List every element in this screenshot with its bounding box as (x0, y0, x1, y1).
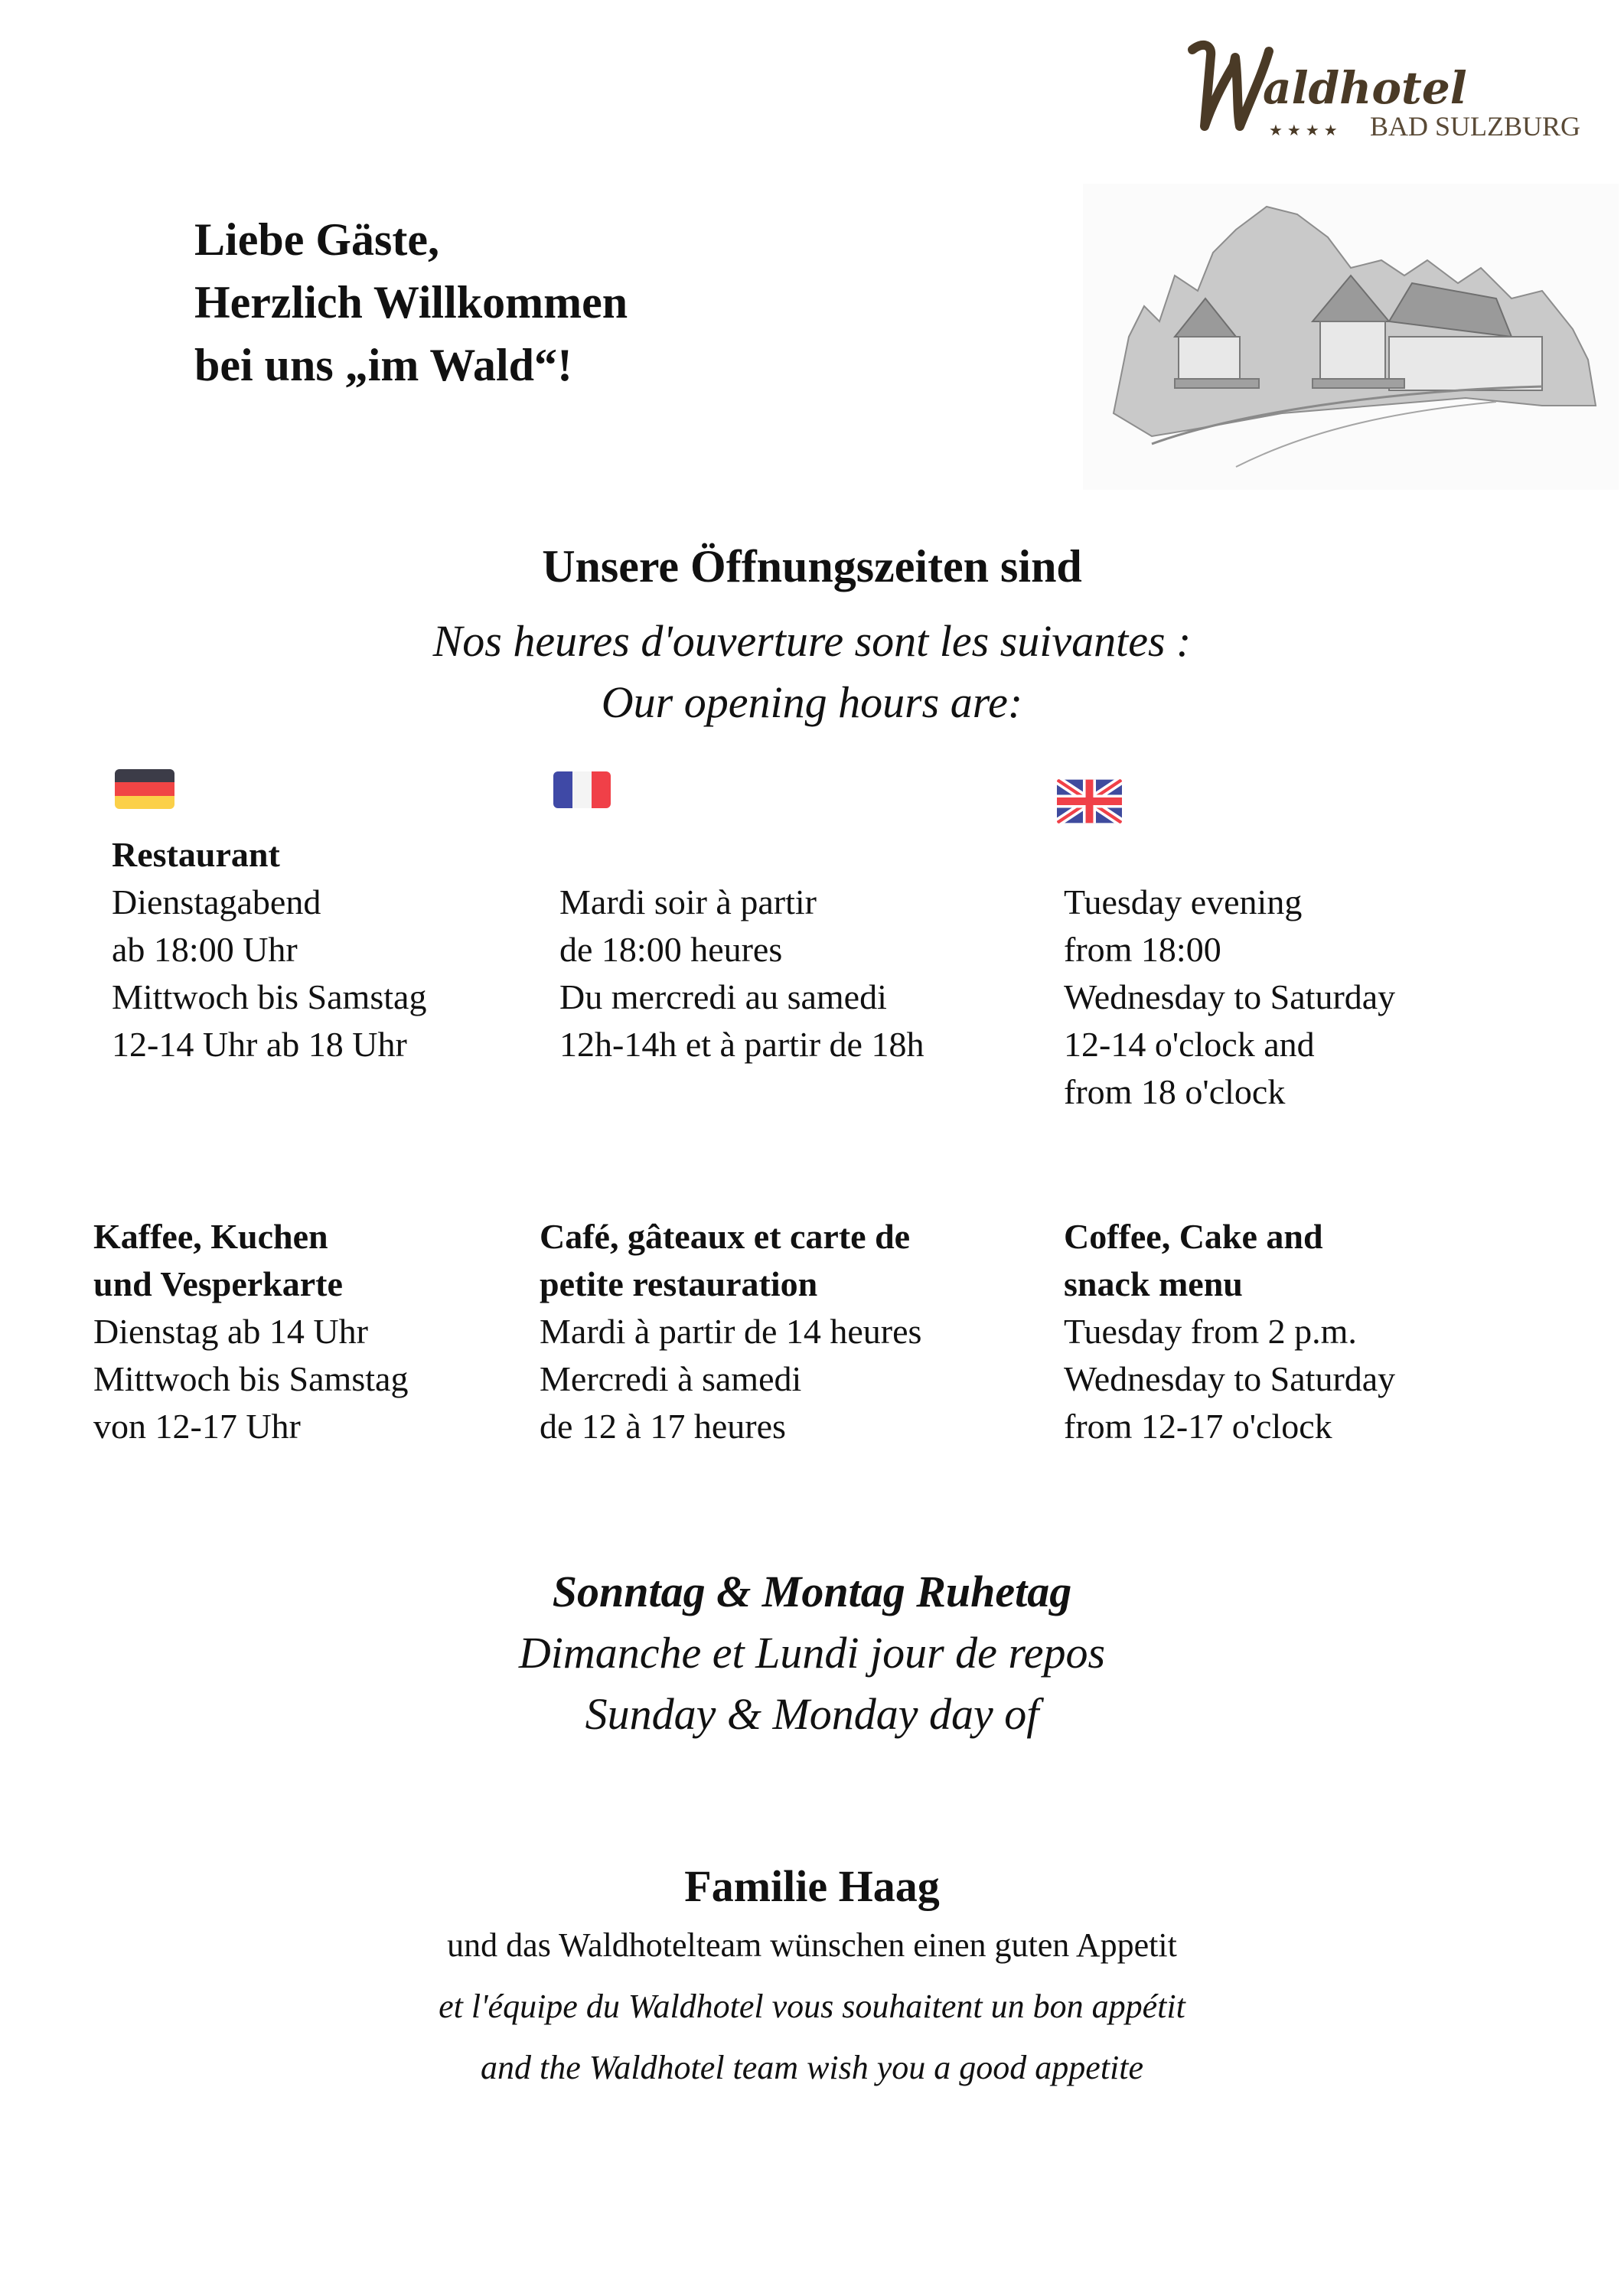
cafe-title: und Vesperkarte (93, 1264, 343, 1303)
logo-brand-text: aldhotel (1263, 62, 1467, 114)
closed-days-english: Sunday & Monday day of (585, 1689, 1039, 1739)
cafe-title: snack menu (1064, 1264, 1243, 1303)
sign-off (0, 1858, 1624, 2099)
greeting-line: Herzlich Willkommen (194, 277, 628, 328)
hours-line: Tuesday evening (1064, 882, 1303, 921)
hours-line: de 18:00 heures (559, 930, 783, 969)
cafe-title: petite restauration (540, 1264, 818, 1303)
hours-line: from 12-17 o'clock (1064, 1407, 1332, 1446)
waldhotel-logo-icon (1179, 34, 1607, 157)
closed-days-german: Sonntag & Montag Ruhetag (552, 1567, 1072, 1616)
hotel-sketch-illustration (1083, 184, 1619, 490)
greeting-line: bei uns „im Wald“! (194, 340, 573, 390)
greeting-line: Liebe Gäste, (194, 214, 439, 265)
hours-line: 12-14 o'clock and (1064, 1025, 1315, 1064)
logo-location: BAD SULZBURG (1370, 111, 1581, 142)
hours-line: Tuesday from 2 p.m. (1064, 1312, 1357, 1351)
hours-line: 12h-14h et à partir de 18h (559, 1025, 925, 1064)
hours-line: ab 18:00 Uhr (112, 930, 298, 969)
cafe-hours-french (540, 1213, 921, 1450)
hotel-logo (1179, 34, 1607, 157)
hotel-sketch-icon (1083, 184, 1619, 490)
restaurant-title: Restaurant (112, 835, 280, 874)
hours-line: Wednesday to Saturday (1064, 977, 1396, 1016)
hours-line: 12-14 Uhr ab 18 Uhr (112, 1025, 407, 1064)
hours-line: Mittwoch bis Samstag (93, 1359, 409, 1398)
family-name: Familie Haag (684, 1861, 940, 1911)
hours-line: de 12 à 17 heures (540, 1407, 786, 1446)
german-flag-icon (115, 769, 174, 809)
logo-stars: ★★★★ (1269, 121, 1342, 139)
hours-line: from 18 o'clock (1064, 1072, 1286, 1111)
cafe-title: Café, gâteaux et carte de (540, 1217, 911, 1256)
signoff-german: und das Waldhotelteam wünschen einen guten Appetit (447, 1926, 1177, 1964)
french-flag-icon (553, 771, 611, 808)
hours-line: Dienstagabend (112, 882, 321, 921)
closed-days-french: Dimanche et Lundi jour de repos (518, 1628, 1106, 1678)
cafe-title: Coffee, Cake and (1064, 1217, 1323, 1256)
heading-german: Unsere Öffnungszeiten sind (542, 541, 1082, 592)
hours-line: Wednesday to Saturday (1064, 1359, 1396, 1398)
hours-line: from 18:00 (1064, 930, 1221, 969)
hours-line: Mittwoch bis Samstag (112, 977, 427, 1016)
opening-hours-heading (0, 536, 1624, 733)
heading-english: Our opening hours are: (601, 677, 1023, 727)
hours-line: Dienstag ab 14 Uhr (93, 1312, 368, 1351)
heading-french: Nos heures d'ouverture sont les suivantes : (432, 616, 1192, 666)
cafe-hours-english (1064, 1213, 1395, 1450)
hours-line: Mardi soir à partir (559, 882, 817, 921)
cafe-title: Kaffee, Kuchen (93, 1217, 328, 1256)
closed-days (0, 1561, 1624, 1745)
hours-line: Mardi à partir de 14 heures (540, 1312, 922, 1351)
hours-line: von 12-17 Uhr (93, 1407, 301, 1446)
restaurant-hours-english (1064, 879, 1395, 1116)
greeting (194, 208, 628, 396)
hours-line: Du mercredi au samedi (559, 977, 887, 1016)
signoff-french: et l'équipe du Waldhotel vous souhaitent un bon appétit (439, 1988, 1185, 2025)
hours-line: Mercredi à samedi (540, 1359, 802, 1398)
restaurant-hours-french (559, 879, 924, 1068)
signoff-english: and the Waldhotel team wish you a good appetite (480, 2049, 1144, 2086)
cafe-hours-german (93, 1213, 408, 1450)
restaurant-hours-german (112, 831, 426, 1068)
uk-flag-icon (1057, 779, 1122, 823)
